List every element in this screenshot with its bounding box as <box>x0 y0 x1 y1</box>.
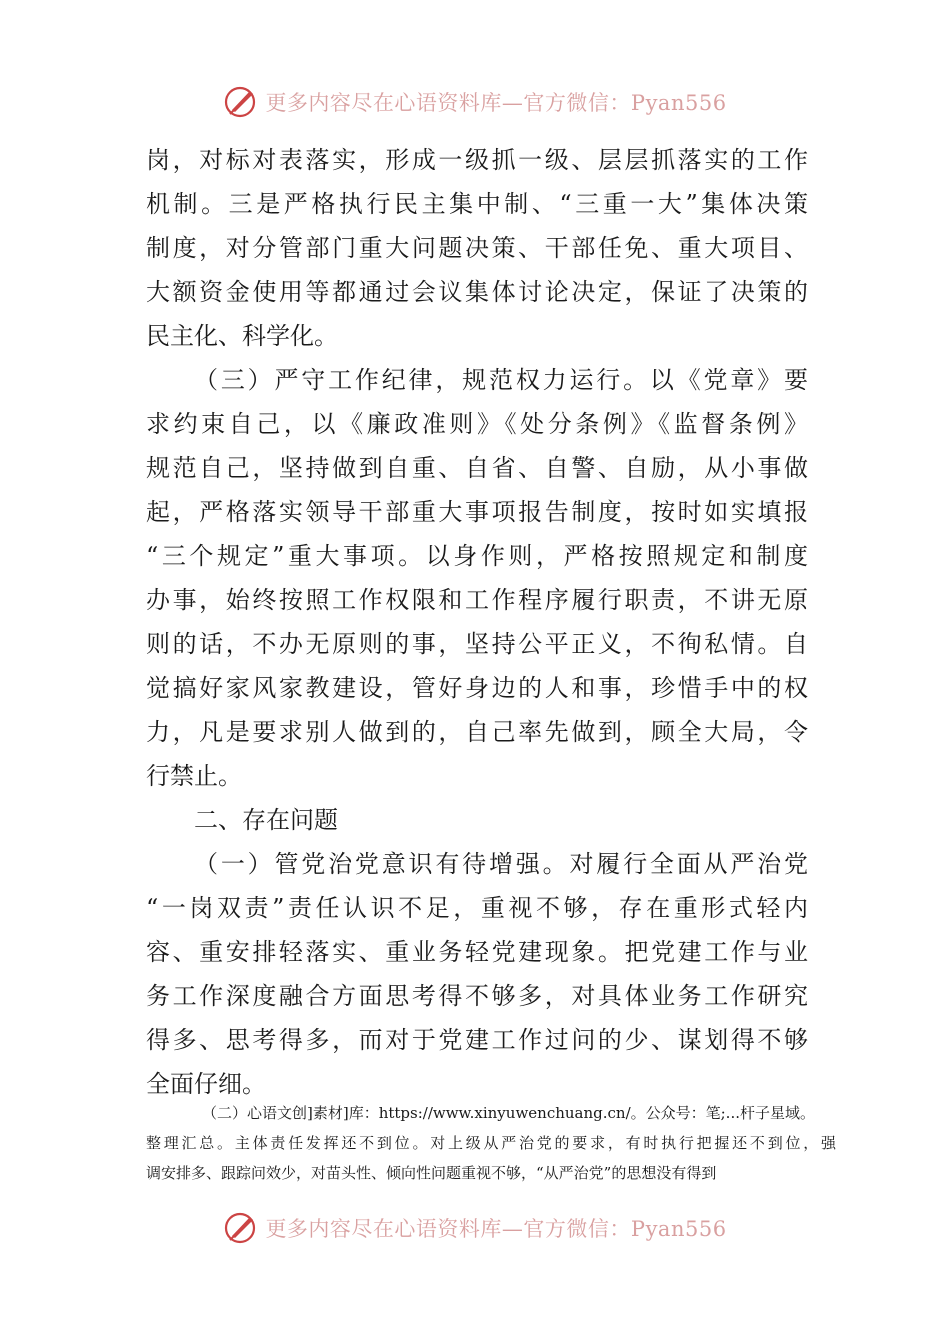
section-heading-1: （一）管党治党意识有待增强。对履行全面从严治党 <box>194 850 808 878</box>
body-line: 务工作深度融合方面思考得不够多，对具体业务工作研究 <box>146 982 808 1010</box>
body-line: “三个规定”重大事项。以身作则，严格按照规定和制度 <box>146 542 808 570</box>
body-line: 求约束自己，以《廉政准则》《处分条例》《监督条例》 <box>146 410 808 438</box>
body-line: 民主化、科学化。 <box>146 322 338 350</box>
body-line: 起，严格落实领导干部重大事项报告制度，按时如实填报 <box>146 498 808 526</box>
body-line: 力，凡是要求别人做到的，自己率先做到，顾全大局，令 <box>146 718 808 746</box>
quill-logo-icon <box>223 1210 259 1246</box>
quill-logo-icon <box>223 84 259 120</box>
small-text-block <box>146 1098 836 1188</box>
section-heading-3: （三）严守工作纪律，规范权力运行。以《党章》要 <box>194 366 808 394</box>
document-body <box>146 138 808 1106</box>
watermark-header <box>0 82 950 122</box>
body-line: 大额资金使用等都通过会议集体讨论决定，保证了决策的 <box>146 278 808 306</box>
watermark-text: 更多内容尽在心语资料库—官方微信：Pyan556 <box>265 91 727 115</box>
small-line: 整理汇总。主体责任发挥还不到位。对上级从严治党的要求，有时执行把握还不到位，强 <box>146 1134 836 1152</box>
body-line: 容、重安排轻落实、重业务轻党建现象。把党建工作与业 <box>146 938 808 966</box>
body-line: 得多、思考得多，而对于党建工作过问的少、谋划得不够 <box>146 1026 808 1054</box>
body-line: 全面仔细。 <box>146 1070 266 1098</box>
section-title-problems: 二、存在问题 <box>194 806 338 834</box>
body-line: 机制。三是严格执行民主集中制、“三重一大”集体决策 <box>146 190 808 218</box>
body-line: 则的话，不办无原则的事，坚持公平正义，不徇私情。自 <box>146 630 808 658</box>
watermark-footer <box>0 1208 950 1248</box>
watermark-text: 更多内容尽在心语资料库—官方微信：Pyan556 <box>265 1217 727 1241</box>
body-line: 觉搞好家风家教建设，管好身边的人和事，珍惜手中的权 <box>146 674 808 702</box>
body-line: 制度，对分管部门重大问题决策、干部任免、重大项目、 <box>146 234 808 262</box>
body-line: 规范自己，坚持做到自重、自省、自警、自励，从小事做 <box>146 454 808 482</box>
body-line: 岗，对标对表落实，形成一级抓一级、层层抓落实的工作 <box>146 146 808 174</box>
body-line: “一岗双责”责任认识不足，重视不够，存在重形式轻内 <box>146 894 808 922</box>
small-line: （二）心语文创]素材]库：https://www.xinyuwenchuang.cn/。公众号：笔;...杆子星域。 <box>202 1104 815 1122</box>
body-line: 行禁止。 <box>146 762 242 790</box>
small-line: 调安排多、跟踪问效少，对苗头性、倾向性问题重视不够，“从严治党”的思想没有得到 <box>146 1164 717 1182</box>
body-line: 办事，始终按照工作权限和工作程序履行职责，不讲无原 <box>146 586 808 614</box>
